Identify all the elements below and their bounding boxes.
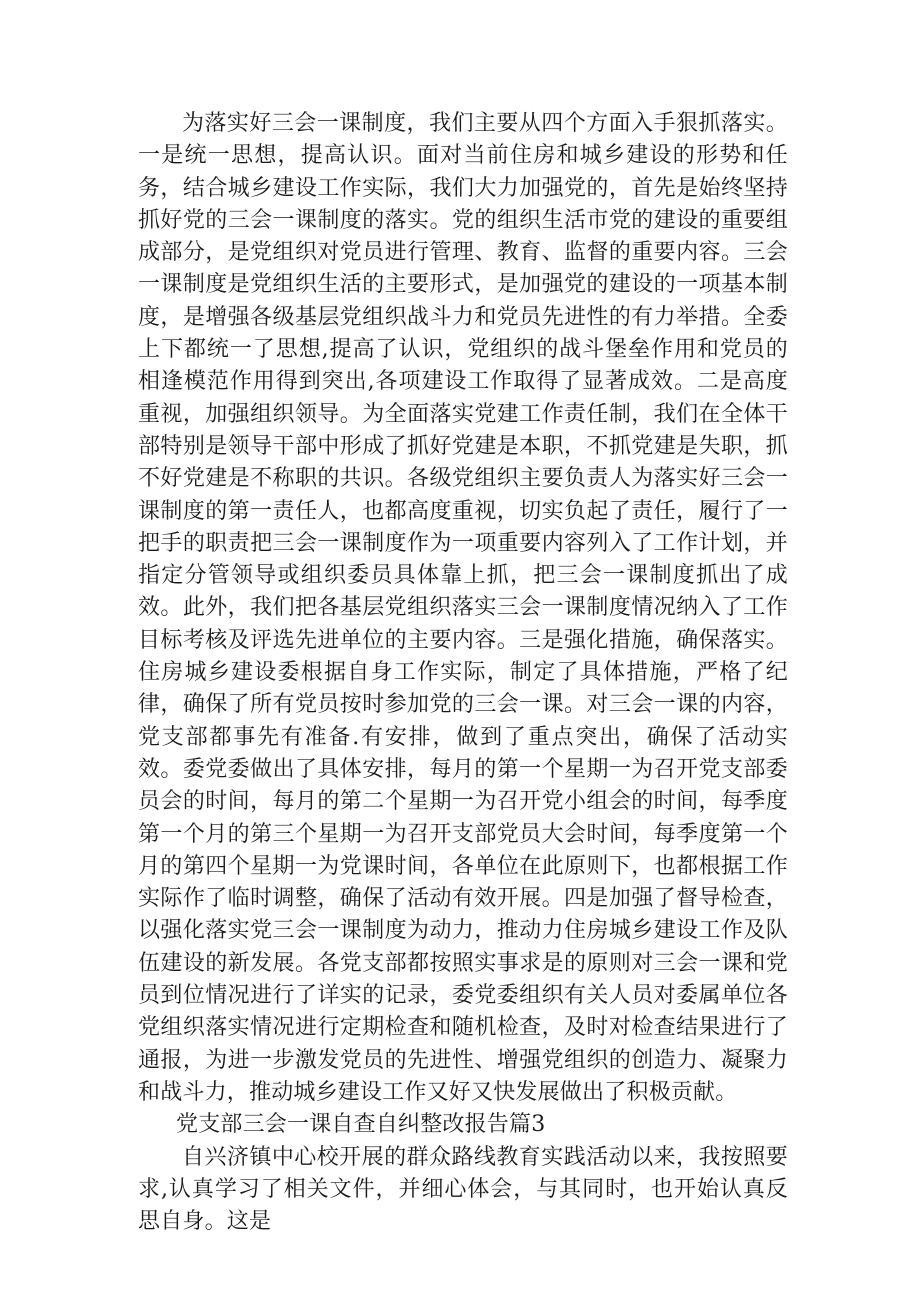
body-paragraph: 为落实好三会一课制度，我们主要从四个方面入手狠抓落实。一是统一思想，提高认识。面对当前住房和城乡建设的形势和任务，结合城乡建设工作实际，我们大力加强党的，首先是始终坚持抓好党的三会一课制度的落实。党的组织生活市党的建设的重要组成部分，是党组织对党员进行管理、教育、监督的重要内容。三会一课制度是党组织生活的主要形式，是加强党的建设的一项基本制度，是增强各级基层党组织战斗力和党员先进性的有力举措。全委上下都统一了思想,提高了认识，党组织的战斗堡垒作用和党员的相逢模范作用得到突出,各项建设工作取得了显著成效。二是高度重视，加强组织领导。为全面落实党建工作责任制，我们在全体干部特别是领导干部中形成了抓好党建是本职，不抓党建是失职，抓不好党建是不称职的共识。各级党组织主要负责人为落实好三会一课制度的第一责任人，也都高度重视，切实负起了责任，履行了一把手的职责把三会一课制度作为一项重要内容列入了工作计划，并指定分管领导或组织委员具体靠上抓，把三会一课制度抓出了成效。此外，我们把各基层党组织落实三会一课制度情况纳入了工作目标考核及评选先进单位的主要内容。三是强化措施，确保落实。住房城乡建设委根据自身工作实际，制定了具体措施，严格了纪律，确保了所有党员按时参加党的三会一课。对三会一课的内容，党支部都事先有准备.有安排，做到了重点突出，确保了活动实效。委党委做出了具体安排，每月的第一个星期一为召开党支部委员会的时间，每月的第二个星期一为召开党小组会的时间，每季度第一个月的第三个星期一为召开支部党员大会时间，每季度第一个月的第四个星期一为党课时间，各单位在此原则下，也都根据工作实际作了临时调整，确保了活动有效开展。四是加强了督导检查，以强化落实党三会一课制度为动力，推动力住房城乡建设工作及队伍建设的新发展。各党支部都按照实事求是的原则对三会一课和党员到位情况进行了详实的记录，委党委组织有关人员对委属单位各党组织落实情况进行定期检查和随机检查，及时对检查结果进行了通报，为进一步激发党员的先进性、增强党组织的创造力、凝聚力和战斗力，推动城乡建设工作又好又快发展做出了积极贡献。 xyxy=(138,111,788,1105)
body-paragraph: 自兴济镇中心校开展的群众路线教育实践活动以来，我按照要求,认真学习了相关文件，并细心体会，与其同时，也开始认真反思自身。这是 xyxy=(138,1144,788,1235)
section-heading: 党支部三会一课自查自纠整改报告篇3 xyxy=(176,1112,546,1138)
document-body xyxy=(138,108,788,1238)
